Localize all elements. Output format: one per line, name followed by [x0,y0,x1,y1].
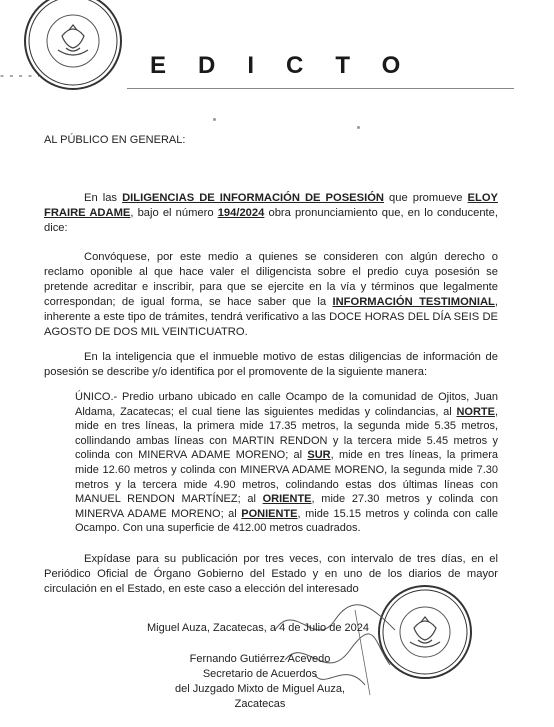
title-rule [127,88,514,89]
signer-name: Fernando Gutiérrez Acevedo [189,653,331,665]
paragraph-intro: En las DILIGENCIAS DE INFORMACIÓN DE POSESIÓN que promueve ELOY FRAIRE ADAME, bajo el número 194/2024 obra pronunciamiento que, en lo conducente, dice: [44,192,498,234]
speck [213,118,216,121]
margin-dashes: - - - - - [0,68,43,82]
addressee: AL PÚBLICO EN GENERAL: [44,134,186,146]
speck [357,126,360,129]
paragraph-property-description: ÚNICO.- Predio urbano ubicado en calle Ocampo de la comunidad de Ojitos, Juan Aldama, Zacatecas; el cual tiene las siguientes medidas y colindancias, al NORTE, mide en tres líneas, la primera mide 17.35 metros, la segunda mide 5.35 metros, collindando ambas líneas con MARTIN RENDON y la tercera mide 5.45 metros y colinda con MINERVA ADAME MORENO; al SUR, mide en tres líneas, la primera mide 12.60 metros y colinda con MINERVA ADAME MORENO, la segunda mide 7.30 metros y la tercera mide 4.90 metros, colindando estas dos últimas líneas con MANUEL RENDON MARTÍNEZ; al ORIENTE, mide 27.30 metros y colinda con MINERVA ADAME MORENO; al PONIENTE, mide 15.15 metros y colinda con calle Ocampo. Con una superficie de 412.00 metros cuadrados. [75,391,498,535]
signer-court: del Juzgado Mixto de Miguel Auza, Zacatecas [175,683,345,710]
eagle-emblem-icon [58,25,88,55]
paragraph-convocation: Convóquese, por este medio a quienes se consideren con algún derecho o reclamo oponible al que hace valer el diligencista sobre el predio cuya posesión se pretende acreditar e inscribir, para que se ejercite en la vía y términos que legalmente correspondan; de igual forma, se hace saber que la INFORMACIÓN TESTIMONIAL, inherente a este tipo de trámites, tendrá verificativo a las DOCE HORAS DEL DÍA SEIS DE AGOSTO DE DOS MIL VEINTICUATRO. [44,251,498,338]
signature-place-date: Miguel Auza, Zacatecas, a 4 de Julio de 2024 [147,622,369,634]
paragraph-publication: Expídase para su publicación por tres veces, con intervalo de tres días, en el Periódico Oficial de Órgano Gobierno del Estado y en uno de los diarios de mayor circulación en el Estado, en este caso a elección del interesado [44,553,498,595]
page-title: EDICTO [150,52,433,79]
signer-role: Secretario de Acuerdos [202,668,318,680]
paragraph-description-intro: En la inteligencia que el inmueble motivo de estas diligencias de información de posesión se describe y/o identifica por el promovente de la siguiente manera: [44,351,498,378]
